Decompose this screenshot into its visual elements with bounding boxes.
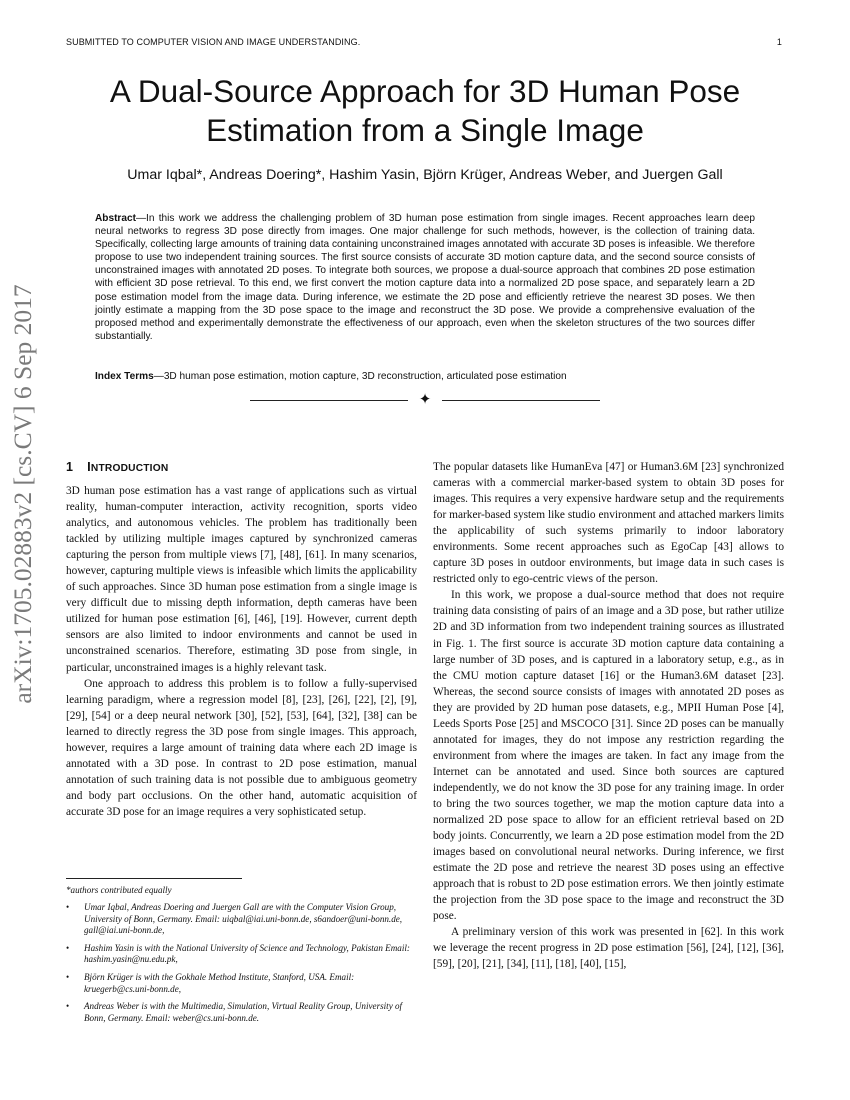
section-divider	[250, 390, 600, 410]
abstract-label: Abstract	[95, 213, 136, 224]
intro-paragraph-1: 3D human pose estimation has a vast range of applications such as virtual reality, human-computer interaction, activity recognition, sports video analytics, and autonomous vehicles. The problem has traditionally been tackled by utilizing multiple images captured by synchronized cameras capturing the person from multiple views [7], [48], [61]. In many scenarios, however, capturing multiple views is infeasible which limits the applicability of such approaches. Since 3D human pose estimation from a single image is very difficult due to missing depth information, depth cameras have been utilized for human pose estimation [6], [46], [19]. However, current depth sensors are also limited to indoor environments and cannot be used in unconstrained scenarios. Therefore, estimating 3D pose from single, in particular, unconstrained images is a highly relevant task.	[66, 485, 417, 674]
footnote-text: Hashim Yasin is with the National University of Science and Technology, Pakistan Email: hashim.yasin@nu.edu.pk,	[84, 942, 410, 965]
intro-paragraph-2: One approach to address this problem is to follow a fully-supervised learning paradigm, where a regression model [8], [23], [26], [22], [2], [9], [29], [54] or a deep neural network [30], [52], [53], [64], [32], [38] can be learned to directly regress the 3D pose from single images. This approach, however, requires a large amount of training data where each 2D image is annotated with a 3D pose. In contrast to 2D pose estimation, manual annotation of such training data is not possible due to ambiguous geometry and body part occlusions. On the other hand, automatic acquisition of accurate 3D pose for an image requires a very sophisticated setup.	[66, 677, 417, 818]
divider-rule-right	[442, 400, 600, 401]
index-terms	[95, 371, 755, 382]
footnote-item	[66, 972, 417, 995]
footnote-item	[66, 902, 417, 937]
running-title: SUBMITTED TO COMPUTER VISION AND IMAGE UNDERSTANDING.	[66, 37, 361, 47]
right-column	[433, 459, 784, 973]
author-list: Umar Iqbal*, Andreas Doering*, Hashim Yasin, Björn Krüger, Andreas Weber, and Juergen Gall	[127, 167, 723, 183]
title-line-1: A Dual-Source Approach for 3D Human Pose	[109, 73, 741, 109]
bullet-icon: •	[66, 942, 70, 953]
page-number: 1	[776, 37, 782, 47]
intro-paragraph-3: The popular datasets like HumanEva [47] or Human3.6M [23] synchronized cameras with a commercial marker-based system to obtain 3D poses for images. This requires a very expensive hardware setup and the requirements for marker-based system like studio environment and attached markers limits the applicability of such systems primarily to indoor laboratory environments. Some recent approaches such as EgoCap [43] allows to capture 3D poses in outdoor environments, but image data in such cases is restricted only to ego-centric views of the person.	[433, 461, 784, 586]
footnote-rule	[66, 878, 242, 879]
index-terms-label: Index Terms	[95, 371, 154, 382]
section-heading-introduction	[66, 459, 168, 474]
arxiv-stamp	[2, 284, 44, 704]
bullet-icon: •	[66, 1001, 70, 1012]
intro-paragraph-5: A preliminary version of this work was presented in [62]. In this work we leverage the recent progress in 2D pose estimation [56], [24], [12], [36], [59], [20], [21], [34], [11], [18], [40], [15],	[433, 926, 784, 971]
footnote-item	[66, 943, 417, 966]
affiliation-footnotes	[66, 902, 417, 1030]
abstract-text: —In this work we address the challenging problem of 3D human pose estimation from single images. Recent approaches learn deep neural networks to regress 3D pose directly from images. One major challenge for such methods, however, is the collection of training data. Specifically, collecting large amounts of training data containing unconstrained images annotated with accurate 3D poses is infeasible. We therefore propose to use two independent training sources. The first source consists of accurate 3D motion capture data, and the second source consists of unconstrained images with annotated 2D poses. To integrate both sources, we propose a dual-source approach that combines 2D pose estimation with efficient 3D pose retrieval. To this end, we first convert the motion capture data into a normalized 2D pose space, and separately learn a 2D pose estimation model from the image data. During inference, we estimate the 2D pose and efficiently retrieve the nearest 3D poses. We then jointly estimate a mapping from the 3D pose space to the image and reconstruct the 3D pose. We provide a comprehensive evaluation of the proposed method and experimentally demonstrate the effectiveness of our approach, even when the skeleton structures of the two sources differ substantially.	[95, 213, 755, 342]
index-terms-text: —3D human pose estimation, motion capture, 3D reconstruction, articulated pose estimation	[153, 371, 567, 382]
section-title-initial: I	[87, 459, 91, 474]
left-column	[66, 483, 417, 820]
intro-paragraph-4: In this work, we propose a dual-source method that does not require training data consisting of pairs of an image and a 3D pose, but rather utilize 2D and 3D information from two independent training sources as illustrated in Fig. 1. The first source is accurate 3D motion capture data containing a large number of 3D poses, and is captured in a laboratory setup, e.g., as in the CMU motion capture dataset [16] or the Human3.6M dataset [23]. Whereas, the second source consists of images with annotated 2D poses as they are provided by 2D human pose datasets, e.g., MPII Human Pose [4], Leeds Sports Pose [25] and MSCOCO [31]. Since 2D poses can be manually annotated for images, they do not impose any restriction regarding the environment from where the images are taken. In fact any image from the Internet can be annotated and used. Since both sources are captured independently, we do not know the 3D pose for any training image. In order to bring the two sources together, we map the motion capture data into a normalized 2D pose space to allow for an efficient retrieval based on 2D body joints. Concurrently, we learn a 2D pose estimation model from the 2D images based on convolutional neural networks. During inference, we first estimate the 2D pose and retrieve the nearest 3D poses using an effective approach that is robust to 2D pose estimation errors. We then jointly estimate the projection from the 3D pose space to the image and reconstruct the 3D pose.	[433, 589, 784, 923]
title-line-2: Estimation from a Single Image	[206, 112, 644, 148]
abstract	[95, 212, 755, 343]
footnote-equal-contribution: *authors contributed equally	[66, 885, 172, 895]
section-number: 1	[66, 460, 74, 474]
divider-diamond-icon: ✦	[418, 392, 432, 408]
paper-title	[60, 72, 790, 150]
arxiv-identifier: arXiv:1705.02883v2 [cs.CV] 6 Sep 2017	[8, 284, 37, 704]
divider-rule-left	[250, 400, 408, 401]
footnote-text: Andreas Weber is with the Multimedia, Simulation, Virtual Reality Group, University of Bonn, Germany. Email: weber@cs.uni-bonn.de.	[84, 1001, 403, 1023]
bullet-icon: •	[66, 971, 70, 982]
footnote-item	[66, 1001, 417, 1024]
section-title-rest: NTRODUCTION	[90, 463, 169, 474]
running-header	[66, 37, 782, 47]
footnote-text: Umar Iqbal, Andreas Doering and Juergen Gall are with the Computer Vision Group, University of Bonn, Germany. Email: uiqbal@iai.uni-bonn.de, s6andoer@uni-bonn.de, gall@iai.uni-bonn.de,	[84, 902, 403, 936]
bullet-icon: •	[66, 902, 70, 912]
footnote-text: Björn Krüger is with the Gokhale Method Institute, Stanford, USA. Email: kruegerb@cs.uni-bonn.de,	[84, 971, 355, 994]
